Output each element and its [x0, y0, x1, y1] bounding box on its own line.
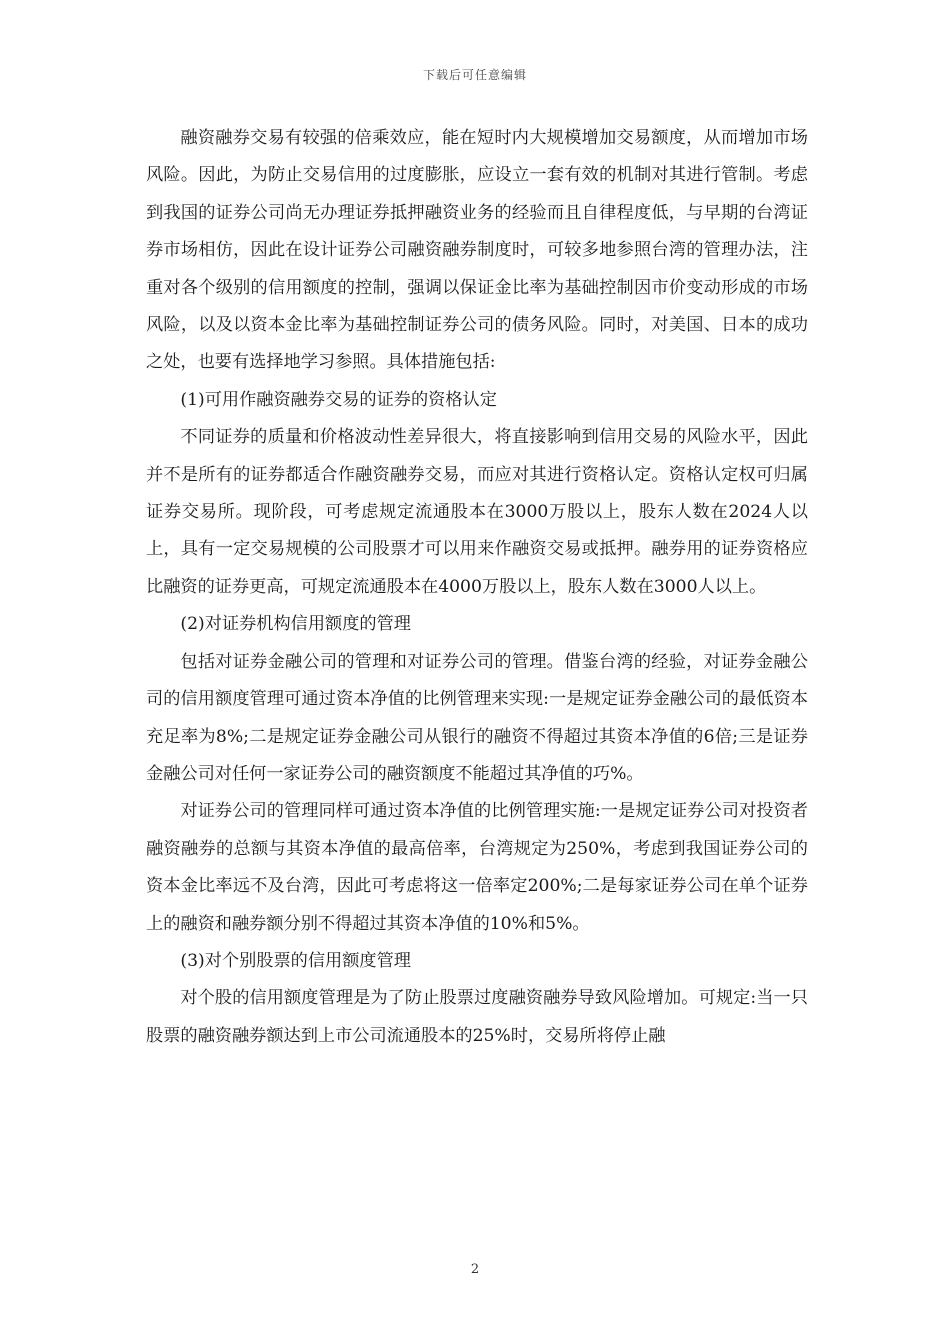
paragraph-finance-company: 包括对证券金融公司的管理和对证券公司的管理。借鉴台湾的经验，对证券金融公司的信用额度管理可通过资本净值的比例管理来实现:一是规定证券金融公司的最低资本充足率为8%;二是规定证券金融公司从银行的融资不得超过其资本净值的6倍;三是证券金融公司对任何一家证券公司的融资额度不能超过其净值的巧%。: [146, 651, 808, 784]
page-number: 2: [470, 1262, 480, 1277]
paragraph-intro: 融资融券交易有较强的倍乘效应，能在短时内大规模增加交易额度，从而增加市场风险。因此，为防止交易信用的过度膨胀，应设立一套有效的机制对其进行管制。考虑到我国的证券公司尚无办理证券抵押融资业务的经验而且自律程度低，与早期的台湾证券市场相仿，因此在设计证券公司融资融券制度时，可较多地参照台湾的管理办法，注重对各个级别的信用额度的控制，强调以保证金比率为基础控制因市价变动形成的市场风险，以及以资本金比率为基础控制证券公司的债务风险。同时，对美国、日本的成功之处，也要有选择地学习参照。具体措施包括:: [146, 128, 808, 373]
document-body: [146, 120, 808, 1055]
page-header: 下载后可任意编辑: [422, 68, 527, 82]
section-heading-1: (1)可用作融资融券交易的证券的资格认定: [180, 389, 497, 410]
paragraph-individual-stock: 对个股的信用额度管理是为了防止股票过度融资融券导致风险增加。可规定:当一只股票的融资融券额达到上市公司流通股本的25%时，交易所将停止融: [146, 988, 808, 1046]
section-heading-3: (3)对个别股票的信用额度管理: [180, 950, 411, 971]
section-heading-2: (2)对证券机构信用额度的管理: [180, 614, 411, 635]
paragraph-securities-company: 对证券公司的管理同样可通过资本净值的比例管理实施:一是规定证券公司对投资者融资融券的总额与其资本净值的最高倍率，台湾规定为250%，考虑到我国证券公司的资本金比率远不及台湾，因此可考虑将这一倍率定200%;二是每家证券公司在单个证券上的融资和融券额分别不得超过其资本净值的10%和5%。: [146, 801, 808, 934]
paragraph-qualification: 不同证券的质量和价格波动性差异很大，将直接影响到信用交易的风险水平，因此并不是所有的证券都适合作融资融券交易，而应对其进行资格认定。资格认定权可归属证券交易所。现阶段，可考虑规定流通股本在3000万股以上，股东人数在2024人以上，具有一定交易规模的公司股票才可以用来作融资交易或抵押。融券用的证券资格应比融资的证券更高，可规定流通股本在4000万股以上，股东人数在3000人以上。: [146, 427, 808, 597]
